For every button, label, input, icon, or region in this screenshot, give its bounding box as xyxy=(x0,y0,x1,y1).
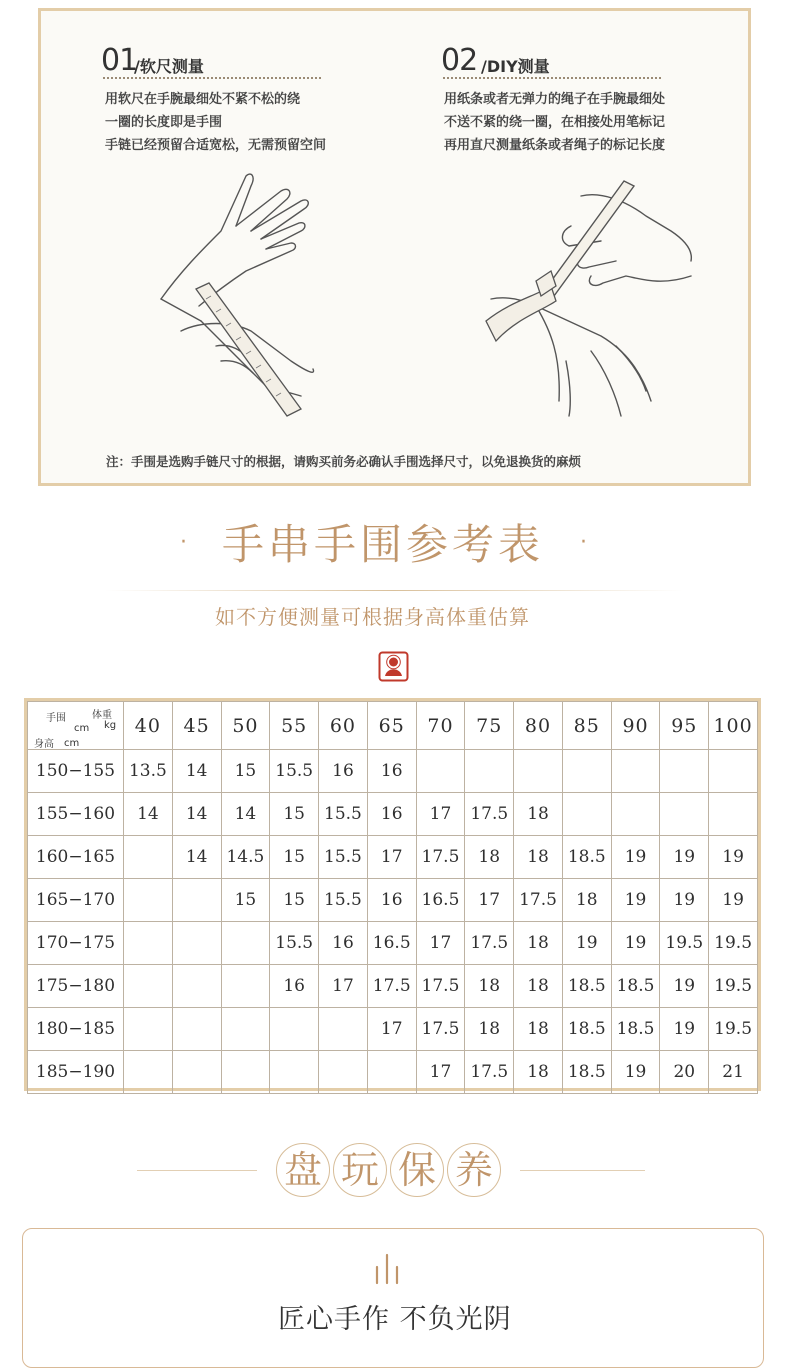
corner-height-label: 身高 xyxy=(34,739,54,750)
wrist-size-cell xyxy=(709,750,758,793)
care-char-circle xyxy=(447,1143,501,1197)
wrist-size-cell xyxy=(221,1008,270,1051)
corner-height-unit: cm xyxy=(64,738,80,749)
wrist-size-cell xyxy=(124,836,173,879)
wrist-size-cell: 18 xyxy=(465,1008,514,1051)
weight-header-cell: 75 xyxy=(465,702,514,750)
wrist-size-cell: 17 xyxy=(367,1008,416,1051)
mountain-lines-icon xyxy=(374,1253,400,1285)
wrist-size-cell: 16 xyxy=(367,793,416,836)
wrist-size-cell xyxy=(465,750,514,793)
wrist-size-table xyxy=(24,698,761,1091)
weight-header-cell: 65 xyxy=(367,702,416,750)
wrist-size-cell xyxy=(221,965,270,1008)
table-row xyxy=(28,1008,758,1051)
wrist-size-cell: 14 xyxy=(172,836,221,879)
wrist-size-cell: 18 xyxy=(514,793,563,836)
table-row xyxy=(28,793,758,836)
wrist-size-cell: 19 xyxy=(611,922,660,965)
wrist-size-cell: 19 xyxy=(709,879,758,922)
wrist-size-cell: 14 xyxy=(221,793,270,836)
wrist-size-cell: 18.5 xyxy=(562,836,611,879)
measurement-note: 注：手围是选购手链尺寸的根据，请购买前务必确认手围选择尺寸，以免退换货的麻烦 xyxy=(106,454,582,469)
step1-description: 用软尺在手腕最细处不紧不松的绕 一圈的长度即是手围 手链已经预留合适宽松，无需预留空间 xyxy=(105,92,327,153)
weight-header-cell: 60 xyxy=(319,702,368,750)
wrist-size-cell: 14 xyxy=(172,793,221,836)
wrist-size-cell: 19 xyxy=(660,879,709,922)
wrist-size-cell xyxy=(124,1051,173,1094)
wrist-size-cell: 18.5 xyxy=(611,965,660,1008)
corner-weight-label: 体重 xyxy=(92,710,112,721)
wrist-size-cell: 17 xyxy=(319,965,368,1008)
wrist-size-cell xyxy=(562,750,611,793)
wrist-size-cell xyxy=(172,1008,221,1051)
reference-subtitle: 如不方便测量可根据身高体重估算 xyxy=(215,605,530,629)
wrist-size-cell xyxy=(660,750,709,793)
wrist-size-cell: 17.5 xyxy=(465,922,514,965)
wrist-size-cell: 15 xyxy=(270,793,319,836)
table-header-row xyxy=(28,702,758,750)
weight-header-cell: 100 xyxy=(709,702,758,750)
wrist-size-cell: 17 xyxy=(416,793,465,836)
wrist-size-cell xyxy=(611,750,660,793)
weight-header-cell: 85 xyxy=(562,702,611,750)
wrist-size-cell xyxy=(221,922,270,965)
wrist-size-cell: 20 xyxy=(660,1051,709,1094)
care-char-circle xyxy=(333,1143,387,1197)
wrist-size-cell xyxy=(611,793,660,836)
table-row xyxy=(28,750,758,793)
height-range-cell: 155−160 xyxy=(28,793,124,836)
wrist-size-cell: 15.5 xyxy=(319,879,368,922)
wrist-size-cell: 17.5 xyxy=(514,879,563,922)
step2-title: /DIY测量 xyxy=(481,57,550,76)
weight-header-cell: 55 xyxy=(270,702,319,750)
wrist-size-cell: 18 xyxy=(514,922,563,965)
wrist-size-cell: 15 xyxy=(270,836,319,879)
height-range-cell: 185−190 xyxy=(28,1051,124,1094)
care-title xyxy=(276,1143,506,1199)
wrist-size-cell: 18 xyxy=(465,836,514,879)
care-char: 盘 xyxy=(283,1148,322,1192)
height-range-cell: 175−180 xyxy=(28,965,124,1008)
height-range-cell: 160−165 xyxy=(28,836,124,879)
table-row xyxy=(28,965,758,1008)
wrist-size-cell: 17.5 xyxy=(465,793,514,836)
wrist-size-cell: 15 xyxy=(221,879,270,922)
wrist-size-cell xyxy=(660,793,709,836)
step2-divider xyxy=(443,77,661,79)
weight-header-cell: 50 xyxy=(221,702,270,750)
wrist-size-cell: 18 xyxy=(562,879,611,922)
care-char: 玩 xyxy=(340,1148,379,1192)
care-char-circle xyxy=(276,1143,330,1197)
soft-ruler-hand-illustration xyxy=(141,171,341,421)
wrist-size-cell: 14.5 xyxy=(221,836,270,879)
wrist-size-cell: 17.5 xyxy=(416,1008,465,1051)
wrist-size-cell xyxy=(562,793,611,836)
wrist-size-cell: 15.5 xyxy=(319,793,368,836)
wrist-size-cell: 17 xyxy=(465,879,514,922)
wrist-size-cell xyxy=(172,1051,221,1094)
wrist-size-cell: 16.5 xyxy=(367,922,416,965)
step1-divider xyxy=(103,77,321,79)
wrist-size-cell: 18 xyxy=(514,965,563,1008)
wrist-size-cell: 18 xyxy=(465,965,514,1008)
wrist-size-cell: 14 xyxy=(172,750,221,793)
corner-kg-label: kg xyxy=(104,720,117,731)
table-row xyxy=(28,1051,758,1094)
wrist-size-cell: 15 xyxy=(270,879,319,922)
wrist-size-cell xyxy=(514,750,563,793)
wrist-size-cell: 17 xyxy=(416,922,465,965)
wrist-size-cell xyxy=(270,1008,319,1051)
wrist-size-cell xyxy=(124,965,173,1008)
care-divider-left xyxy=(137,1170,257,1171)
wrist-size-cell: 17 xyxy=(367,836,416,879)
height-range-cell: 165−170 xyxy=(28,879,124,922)
measurement-panel xyxy=(38,8,751,486)
wrist-size-cell: 17.5 xyxy=(416,965,465,1008)
wrist-size-cell xyxy=(367,1051,416,1094)
title-dot-right: · xyxy=(580,530,587,555)
wrist-size-cell: 18 xyxy=(514,1051,563,1094)
height-range-cell: 150−155 xyxy=(28,750,124,793)
wrist-size-cell: 16.5 xyxy=(416,879,465,922)
wrist-size-cell: 19.5 xyxy=(709,1008,758,1051)
wrist-size-cell: 15.5 xyxy=(270,922,319,965)
wrist-size-cell: 19 xyxy=(611,836,660,879)
wrist-size-cell xyxy=(124,879,173,922)
wrist-size-cell: 17.5 xyxy=(367,965,416,1008)
wrist-size-cell: 15 xyxy=(221,750,270,793)
wrist-size-cell xyxy=(319,1008,368,1051)
title-divider xyxy=(105,590,683,591)
diy-paper-strip-illustration xyxy=(441,171,731,426)
wrist-size-cell: 16 xyxy=(367,750,416,793)
step1-title: /软尺测量 xyxy=(134,57,204,76)
weight-header-cell: 95 xyxy=(660,702,709,750)
wrist-size-cell xyxy=(319,1051,368,1094)
wrist-size-cell: 19 xyxy=(660,965,709,1008)
wrist-size-cell: 19 xyxy=(709,836,758,879)
wrist-size-cell: 21 xyxy=(709,1051,758,1094)
wrist-size-cell xyxy=(124,922,173,965)
height-range-cell: 180−185 xyxy=(28,1008,124,1051)
table-row xyxy=(28,922,758,965)
corner-wrist-label: 手围 xyxy=(46,713,66,724)
step1-number: 01 xyxy=(101,43,138,78)
corner-cm-label: cm xyxy=(74,723,90,734)
wrist-size-cell: 15.5 xyxy=(270,750,319,793)
wrist-size-cell: 19.5 xyxy=(660,922,709,965)
craft-slogan: 匠心手作 不负光阴 xyxy=(278,1304,512,1335)
care-divider-right xyxy=(520,1170,645,1171)
table-corner-cell xyxy=(28,702,124,750)
wrist-size-cell xyxy=(416,750,465,793)
wrist-size-cell: 16 xyxy=(367,879,416,922)
reference-title: 手串手围参考表 xyxy=(222,520,545,569)
wrist-size-cell: 19 xyxy=(660,836,709,879)
wrist-size-cell: 18.5 xyxy=(562,1051,611,1094)
wrist-size-cell: 18.5 xyxy=(611,1008,660,1051)
weight-header-cell: 90 xyxy=(611,702,660,750)
step2-description: 用纸条或者无弹力的绳子在手腕最细处 不送不紧的绕一圈，在相接处用笔标记 再用直尺测量纸条或者绳子的标记长度 xyxy=(444,92,666,153)
wrist-size-cell: 18.5 xyxy=(562,1008,611,1051)
wrist-size-cell xyxy=(172,922,221,965)
wrist-size-cell xyxy=(172,879,221,922)
care-char: 养 xyxy=(454,1148,493,1192)
care-char: 保 xyxy=(397,1148,436,1192)
wrist-size-cell: 17.5 xyxy=(416,836,465,879)
seal-stamp-icon xyxy=(378,651,409,682)
care-char-circle xyxy=(390,1143,444,1197)
step2-number: 02 xyxy=(441,43,478,78)
wrist-size-cell: 14 xyxy=(124,793,173,836)
wrist-size-cell xyxy=(270,1051,319,1094)
wrist-size-cell: 19 xyxy=(611,1051,660,1094)
table-row xyxy=(28,836,758,879)
wrist-size-cell: 19 xyxy=(562,922,611,965)
wrist-size-cell: 13.5 xyxy=(124,750,173,793)
weight-header-cell: 80 xyxy=(514,702,563,750)
wrist-size-cell: 18.5 xyxy=(562,965,611,1008)
wrist-size-cell: 18 xyxy=(514,1008,563,1051)
wrist-size-cell: 19.5 xyxy=(709,965,758,1008)
weight-header-cell: 45 xyxy=(172,702,221,750)
table-row xyxy=(28,879,758,922)
wrist-size-cell: 16 xyxy=(319,922,368,965)
wrist-size-cell xyxy=(709,793,758,836)
weight-header-cell: 40 xyxy=(124,702,173,750)
wrist-size-cell: 16 xyxy=(319,750,368,793)
wrist-size-cell: 15.5 xyxy=(319,836,368,879)
wrist-size-cell: 19 xyxy=(660,1008,709,1051)
wrist-size-cell: 19.5 xyxy=(709,922,758,965)
wrist-size-cell xyxy=(124,1008,173,1051)
weight-header-cell: 70 xyxy=(416,702,465,750)
height-range-cell: 170−175 xyxy=(28,922,124,965)
wrist-size-cell xyxy=(221,1051,270,1094)
wrist-size-cell: 16 xyxy=(270,965,319,1008)
wrist-size-cell: 19 xyxy=(611,879,660,922)
wrist-size-cell xyxy=(172,965,221,1008)
wrist-size-cell: 18 xyxy=(514,836,563,879)
wrist-size-cell: 17.5 xyxy=(465,1051,514,1094)
title-dot-left: · xyxy=(180,530,187,555)
wrist-size-cell: 17 xyxy=(416,1051,465,1094)
